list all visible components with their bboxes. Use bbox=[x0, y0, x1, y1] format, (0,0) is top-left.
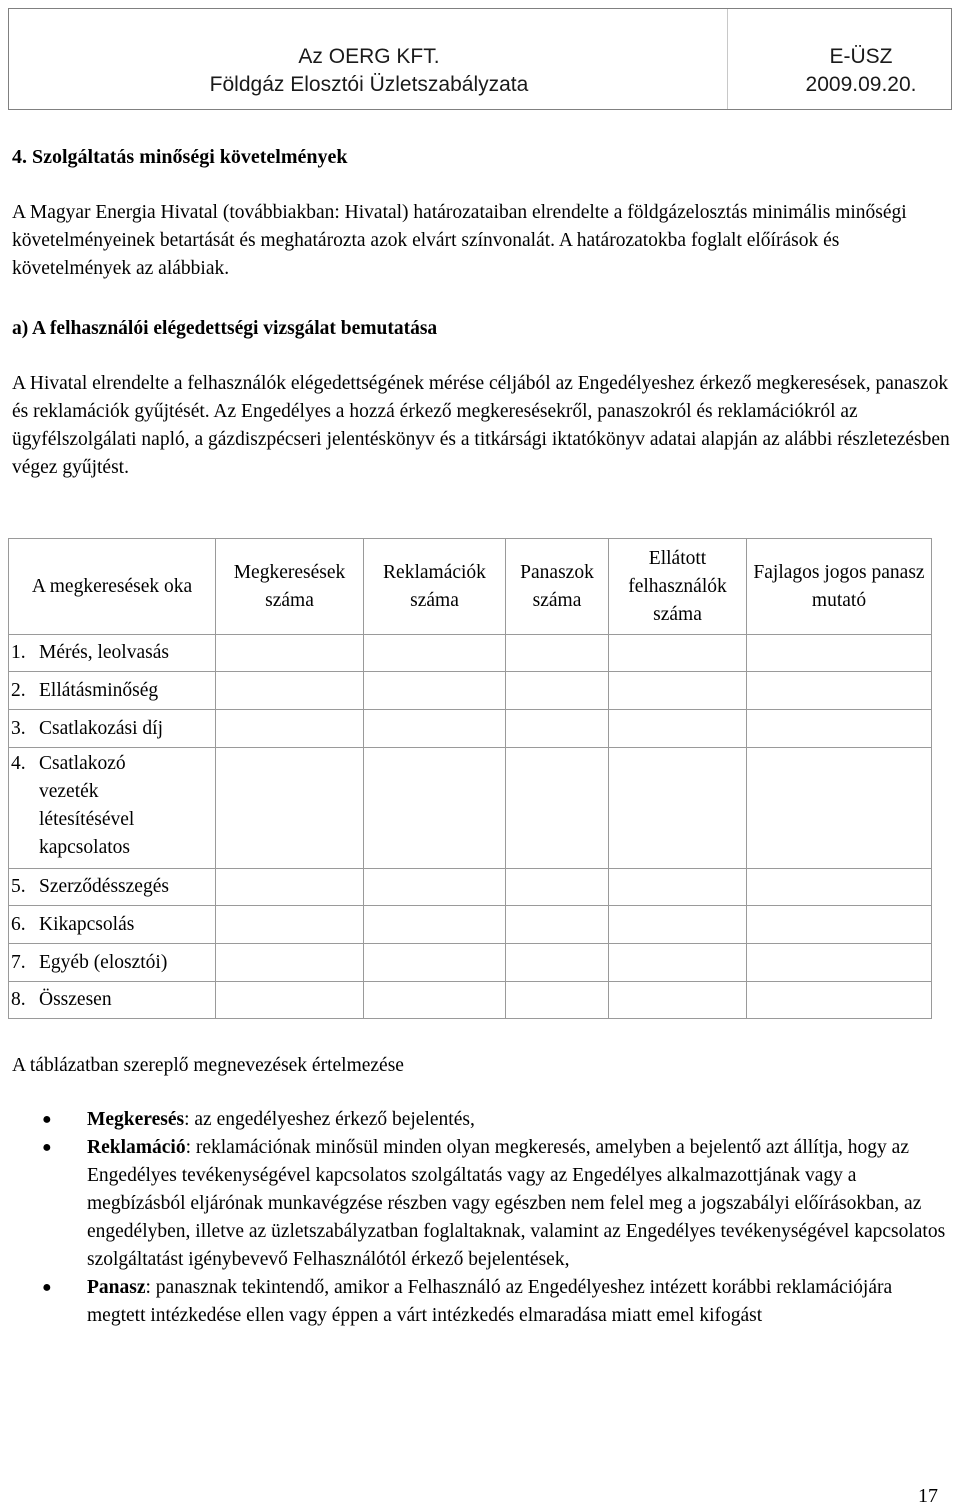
table-cell bbox=[216, 748, 364, 869]
table-cell bbox=[506, 869, 609, 906]
row-number: 8. bbox=[11, 989, 26, 1010]
table-cell bbox=[506, 982, 609, 1019]
table-header-cell: Ellátott felhasználók száma bbox=[609, 539, 747, 635]
definition-text: : az engedélyeshez érkező bejelentés, bbox=[184, 1109, 475, 1130]
list-item bbox=[42, 1134, 948, 1274]
table-row bbox=[9, 710, 932, 748]
table-cell bbox=[216, 944, 364, 982]
bullet-icon: ● bbox=[42, 1111, 52, 1128]
table-header-cell: Reklamációk száma bbox=[364, 539, 506, 635]
section-title: 4. Szolgáltatás minőségi követelmények bbox=[12, 146, 348, 168]
table-cell-category bbox=[9, 635, 216, 672]
definition-term: Megkeresés bbox=[87, 1109, 185, 1130]
table-cell bbox=[609, 748, 747, 869]
table-cell bbox=[747, 672, 932, 710]
table-cell bbox=[216, 982, 364, 1019]
table-cell bbox=[747, 906, 932, 944]
table-cell bbox=[506, 710, 609, 748]
table-cell bbox=[216, 672, 364, 710]
definition-text: : panasznak tekintendő, amikor a Felhasználó az Engedélyeshez intézett korábbi reklamációjára megtett intézkedése ellen vagy éppen a várt intézkedés elmaradása miatt emel kifogást bbox=[87, 1277, 893, 1326]
table-cell bbox=[609, 869, 747, 906]
table-cell-category bbox=[9, 869, 216, 906]
table-cell bbox=[364, 869, 506, 906]
complaints-table bbox=[8, 538, 932, 1019]
subheading: a) A felhasználói elégedettségi vizsgálat bemutatása bbox=[12, 318, 438, 339]
page-header bbox=[8, 8, 952, 110]
table-row bbox=[9, 869, 932, 906]
definition-term: Reklamáció bbox=[87, 1137, 186, 1158]
table-cell bbox=[609, 635, 747, 672]
table-cell bbox=[506, 672, 609, 710]
table-row bbox=[9, 748, 932, 869]
table-cell bbox=[609, 710, 747, 748]
row-label: Mérés, leolvasás bbox=[39, 642, 169, 663]
table-cell bbox=[609, 906, 747, 944]
intro-paragraph: A Magyar Energia Hivatal (továbbiakban: Hivatal) határozataiban elrendelte a földgázelosztás minimális minőségi követelményeinek betartását és meghatározta azok elvárt színvonalát. A határozatokba foglalt előírások és követelmények az alábbiak. bbox=[12, 202, 907, 279]
table-cell bbox=[609, 982, 747, 1019]
header-company: Az OERG KFT. bbox=[298, 45, 440, 68]
table-row bbox=[9, 635, 932, 672]
table-cell bbox=[747, 710, 932, 748]
row-label: Szerződésszegés bbox=[39, 876, 169, 897]
header-code: E-ÜSZ bbox=[829, 45, 893, 68]
table-cell bbox=[364, 906, 506, 944]
table-header-row bbox=[9, 539, 932, 635]
bullet-icon: ● bbox=[42, 1139, 52, 1156]
row-number: 5. bbox=[11, 876, 26, 897]
table-cell-category bbox=[9, 906, 216, 944]
table-cell bbox=[364, 982, 506, 1019]
table-row bbox=[9, 944, 932, 982]
table-cell-category bbox=[9, 710, 216, 748]
table-row bbox=[9, 906, 932, 944]
table-cell bbox=[747, 748, 932, 869]
table-cell-category bbox=[9, 982, 216, 1019]
table-cell bbox=[747, 944, 932, 982]
table-cell bbox=[216, 869, 364, 906]
table-row bbox=[9, 672, 932, 710]
table-cell bbox=[364, 635, 506, 672]
row-label: Összesen bbox=[39, 989, 112, 1010]
row-number: 2. bbox=[11, 679, 26, 701]
table-cell bbox=[506, 635, 609, 672]
bullet-icon: ● bbox=[42, 1279, 52, 1296]
table-cell bbox=[216, 906, 364, 944]
row-label: Ellátásminőség bbox=[39, 679, 159, 701]
row-label: Csatlakozó vezeték létesítésével kapcsolatos bbox=[39, 753, 135, 858]
table-header-cell: Fajlagos jogos panasz mutató bbox=[747, 539, 932, 635]
table-cell-category bbox=[9, 944, 216, 982]
definitions-heading: A táblázatban szereplő megnevezések értelmezése bbox=[12, 1055, 404, 1076]
table-cell bbox=[216, 635, 364, 672]
table-header-cell: A megkeresések oka bbox=[9, 539, 216, 635]
table-cell bbox=[609, 944, 747, 982]
row-label: Csatlakozási díj bbox=[39, 717, 164, 739]
header-right bbox=[769, 43, 953, 99]
table-cell bbox=[364, 710, 506, 748]
table-header-cell: Panaszok száma bbox=[506, 539, 609, 635]
table-cell bbox=[506, 944, 609, 982]
header-date: 2009.09.20. bbox=[805, 73, 917, 96]
list-item bbox=[42, 1274, 948, 1330]
row-label: Kikapcsolás bbox=[39, 913, 135, 935]
row-number: 6. bbox=[11, 913, 26, 935]
table-cell-category bbox=[9, 672, 216, 710]
row-number: 3. bbox=[11, 717, 26, 739]
row-number: 1. bbox=[11, 642, 26, 663]
table-cell bbox=[364, 748, 506, 869]
body-paragraph: A Hivatal elrendelte a felhasználók elégedettségének mérése céljából az Engedélyeshez érkező megkeresések, panaszok és reklamációk gyűjtését. Az Engedélyes a hozzá érkező megkeresésekről, panaszokról és reklamációkról az ügyfélszolgálati napló, a gázdiszpécseri jelentéskönyv és a titkársági iktatókönyv adatai alapján az alábbi részletezésben végez gyűjtést. bbox=[12, 373, 950, 478]
list-item bbox=[42, 1106, 948, 1134]
table-cell bbox=[747, 635, 932, 672]
table-cell bbox=[364, 672, 506, 710]
table-cell bbox=[747, 869, 932, 906]
row-number: 4. bbox=[11, 753, 26, 774]
table-cell bbox=[364, 944, 506, 982]
table-cell bbox=[216, 710, 364, 748]
definition-text: : reklamációnak minősül minden olyan megkeresés, amelyben a bejelentő azt állítja, hogy az Engedélyes tevékenységével kapcsolatos szolgáltatás vagy az Engedélyes alkalmazottjának vagy a megbízásból eljárónak munkavégzése részben vagy egészben nem felel meg a jogszabályi előírásokban, az engedélyben, illetve az üzletszabályzatban foglaltaknak, valamint az Engedélyes tevékenységével kapcsolatos szolgáltatást igénybevevő Felhasználótól érkező bejelentések, bbox=[87, 1137, 946, 1270]
table-header-cell: Megkeresések száma bbox=[216, 539, 364, 635]
table-cell bbox=[609, 672, 747, 710]
header-doc-title: Földgáz Elosztói Üzletszabályzata bbox=[209, 73, 529, 96]
header-left bbox=[9, 43, 729, 99]
table-cell bbox=[747, 982, 932, 1019]
row-label: Egyéb (elosztói) bbox=[39, 951, 168, 973]
table-cell bbox=[506, 906, 609, 944]
definitions-list bbox=[42, 1106, 948, 1330]
table-cell-category bbox=[9, 748, 216, 869]
table-row bbox=[9, 982, 932, 1019]
table-cell bbox=[506, 748, 609, 869]
definition-term: Panasz bbox=[87, 1277, 146, 1298]
row-number: 7. bbox=[11, 951, 26, 973]
page-number: 17 bbox=[918, 1485, 938, 1507]
